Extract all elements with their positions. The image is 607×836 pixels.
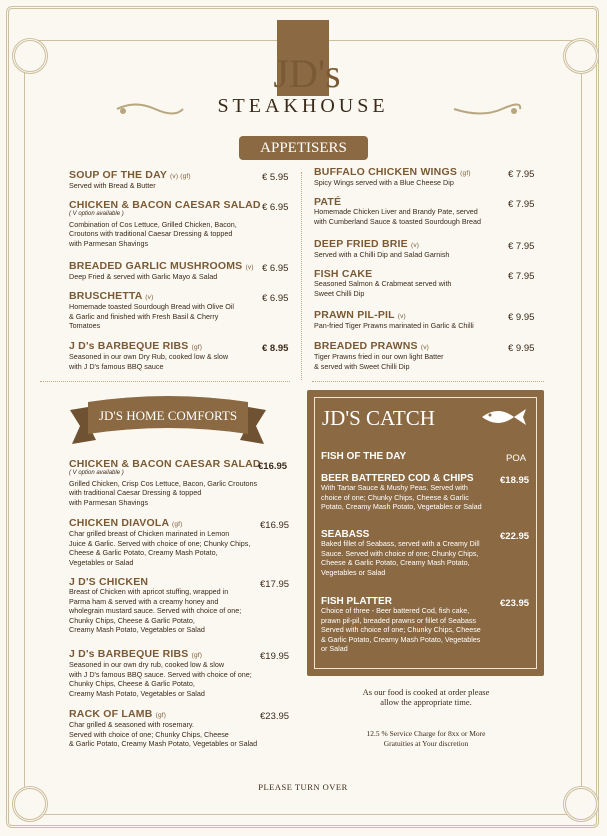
item-price: € 5.95 (262, 172, 289, 183)
flourish-left-icon (115, 102, 185, 116)
corner-ornament (563, 786, 599, 822)
corner-ornament (12, 38, 48, 74)
menu-item: RACK OF LAMB (gf) Char grilled & seasoned with rosemary. Served with choice of one; Chunky Chips, Cheese & Garlic Potato, Creamy Mash Potato, Vegetables or Salad (69, 708, 258, 749)
menu-item: J D'S CHICKEN Breast of Chicken with apricot stuffing, wrapped in Parma ham & served with a creamy honey and wholegrain mustard sauce. Served with choice of one; Chunky Chips, Cheese & Garlic Potato, Creamy Mash Potato, Vegetables or Salad (69, 576, 242, 635)
cooking-note: As our food is cooked at order please allow the appropriate time. (362, 687, 490, 707)
item-price: €19.95 (260, 651, 290, 662)
menu-item: PRAWN PIL-PIL (v) Pan-fried Tiger Prawns marinated in Garlic & Chilli (314, 309, 474, 331)
menu-item: PATÉ Homemade Chicken Liver and Brandy Pate, served with Cumberland Sauce & toasted Sourdough Bread (314, 196, 482, 226)
menu-item: CHICKEN DIAVOLA (gf) Char grilled breast of Chicken marinated in Lemon Juice & Garlic. Served with choice of one; Chunky Chips, Cheese & Garlic Potato, Creamy Mash Potato, Vegetables or Salad (69, 517, 251, 567)
menu-item: J D's BARBEQUE RIBS (gf) Seasoned in our own dry rub, cooked low & slow with J D's famous BBQ sauce. Served with choice of one; Chunky Chips, Cheese & Garlic Potato, Creamy Mash Potato, Vegetables or Salad (69, 648, 252, 698)
section-divider (40, 381, 290, 382)
catch-item: FISH OF THE DAY (321, 451, 407, 462)
menu-item: FISH CAKE Seasoned Salmon & Crabmeat served with Sweet Chilli Dip (314, 268, 452, 298)
item-price: POA (506, 453, 527, 464)
appetisers-heading: APPETISERS (239, 136, 368, 160)
fish-icon (478, 405, 528, 429)
menu-item: BUFFALO CHICKEN WINGS (gf) Spicy Wings served with a Blue Cheese Dip (314, 166, 471, 188)
item-price: € 7.95 (508, 271, 535, 282)
menu-item: BREADED PRAWNS (v) Tiger Prawns fried in our own light Batter & served with Sweet Chilli Dip (314, 340, 444, 371)
item-price: € 7.95 (508, 169, 535, 180)
item-price: €16.95 (258, 461, 288, 472)
brand-name: STEAKHOUSE (217, 95, 389, 117)
catch-item: FISH PLATTER Choice of three - Beer battered Cod, fish cake, prawn pil-pil, breaded prawns or fillet of Seabass Served with choice of one; Chunky Chips, Cheese & Garlic Potato, Creamy Mash Potato, Vegetables or Salad (321, 596, 481, 654)
item-price: €22.95 (500, 531, 530, 542)
menu-item: DEEP FRIED BRIE (v) Served with a Chilli Dip and Salad Garnish (314, 238, 450, 260)
section-divider (312, 381, 544, 382)
corner-ornament (563, 38, 599, 74)
catch-item: SEABASS Baked fillet of Seabass, served with a Creamy Dill Sauce. Served with choice of one; Chunky Chips, Cheese & Garlic Potato, Creamy Mash Potato, Vegetables or Salad (321, 529, 480, 577)
item-price: € 8.95 (262, 343, 289, 354)
menu-item: BRUSCHETTA (v) Homemade toasted Sourdough Bread with Olive Oil & Garlic and finished with Fresh Basil & Cherry Tomatoes (69, 290, 235, 331)
menu-item: BREADED GARLIC MUSHROOMS (v) Deep Fried & served with Garlic Mayo & Salad (69, 260, 254, 282)
column-divider (301, 172, 302, 380)
item-price: €16.95 (260, 520, 290, 531)
menu-item: CHICKEN & BACON CAESAR SALAD ( V option available ) Grilled Chicken, Crisp Cos Lettuce, Bacon, Garlic Croutons with traditional Caesar Dressing & topped with Parmesan Shavings (69, 458, 261, 507)
menu-item: SOUP OF THE DAY (v) (gf) Served with Bread & Butter (69, 169, 191, 191)
turn-over-note: PLEASE TURN OVER (258, 782, 348, 792)
service-note: 12.5 % Service Charge for 8xx or More Gratuities at Your discretion (366, 729, 486, 748)
item-price: €17.95 (260, 579, 290, 590)
catch-item: BEER BATTERED COD & CHIPS With Tartar Sauce & Mushy Peas. Served with choice of one; Chunky Chips, Cheese & Garlic Potato, Creamy Mash Potato, Vegetables or Salad (321, 473, 482, 512)
item-price: €18.95 (500, 475, 530, 486)
item-price: €23.95 (260, 711, 290, 722)
menu-item: J D's BARBEQUE RIBS (gf) Seasoned in our own Dry Rub, cooked low & slow with J D's famous BBQ sauce (69, 340, 229, 371)
item-price: € 9.95 (508, 343, 535, 354)
item-price: €23.95 (500, 598, 530, 609)
corner-ornament (12, 786, 48, 822)
item-price: € 7.95 (508, 199, 535, 210)
item-price: € 7.95 (508, 241, 535, 252)
item-price: € 9.95 (508, 312, 535, 323)
logo-text: JD's (273, 51, 341, 96)
flourish-right-icon (452, 102, 522, 116)
item-price: € 6.95 (262, 293, 289, 304)
catch-heading: JD'S CATCH (322, 406, 435, 430)
home-comforts-heading: JD'S HOME COMFORTS (98, 408, 238, 423)
menu-item: CHICKEN & BACON CAESAR SALAD ( V option available ) Combination of Cos Lettuce, Grilled Chicken, Bacon, Croutons with traditional Caesar Dressing & topped with Parmesan Shavings (69, 199, 261, 248)
item-price: € 6.95 (262, 202, 289, 213)
item-price: € 6.95 (262, 263, 289, 274)
